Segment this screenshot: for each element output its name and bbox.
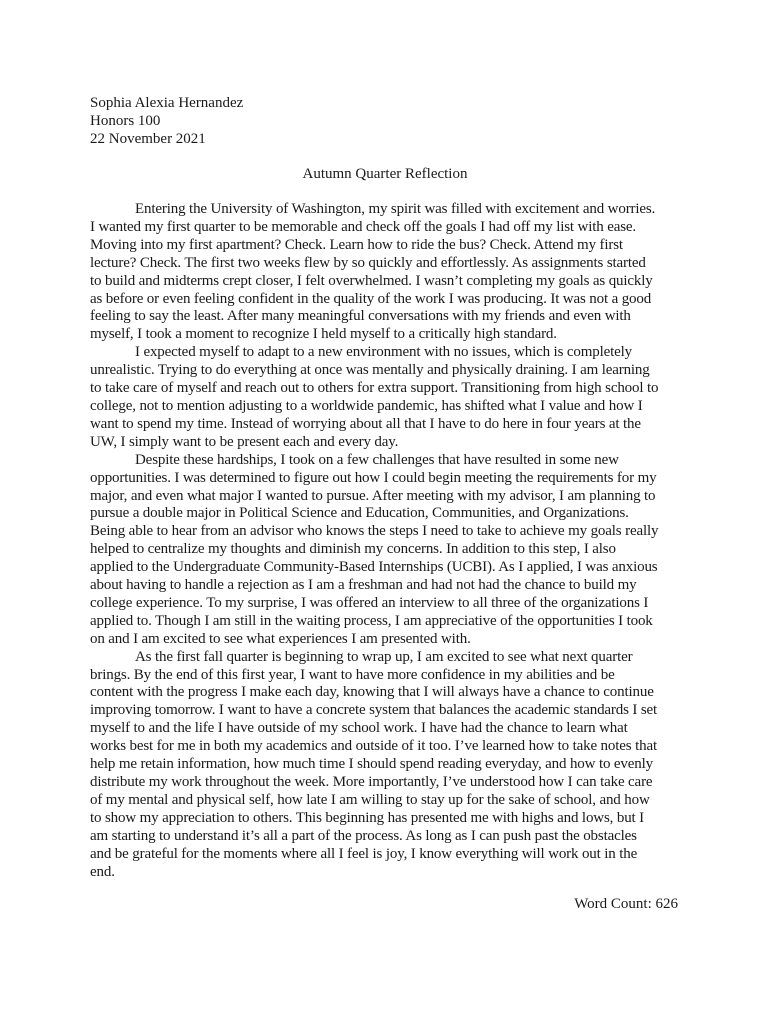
paragraph-line: pursue a double major in Political Science and Education, Communities, and Organizations. bbox=[90, 505, 629, 522]
paragraph-line: content with the progress I make each day, knowing that I will always have a chance to continue bbox=[90, 684, 654, 701]
paragraph-line: to take care of myself and reach out to others for extra support. Transitioning from high school to bbox=[90, 380, 659, 397]
paragraph-line: feeling to say the least. After many meaningful conversations with my friends and even with bbox=[90, 308, 631, 325]
author-name: Sophia Alexia Hernandez bbox=[90, 95, 244, 111]
paragraph-line: applied to the Undergraduate Community-Based Internships (UCBI). As I applied, I was anxious bbox=[90, 559, 658, 576]
paragraph-line: opportunities. I was determined to figure out how I could begin meeting the requirements for my bbox=[90, 469, 657, 486]
paragraph-line: want to spend my time. Instead of worrying about all that I have to do here in four years at the bbox=[90, 415, 641, 432]
paragraph-line: Entering the University of Washington, my spirit was filled with excitement and worries. bbox=[135, 201, 656, 217]
paragraph-line: As the first fall quarter is beginning to wrap up, I am excited to see what next quarter bbox=[135, 648, 633, 665]
paragraph-line: Despite these hardships, I took on a few challenges that have resulted in some new bbox=[135, 451, 619, 468]
paragraph-line: to show my appreciation to others. This beginning has presented me with highs and lows, but I bbox=[90, 809, 645, 826]
paragraph-4 bbox=[90, 649, 680, 882]
paragraph-line: college, not to mention adjusting to a worldwide pandemic, has shifted what I value and how I bbox=[90, 397, 643, 414]
paragraph-line: brings. By the end of this first year, I want to have more confidence in my abilities and be bbox=[90, 666, 615, 683]
document-page bbox=[90, 94, 680, 881]
paragraph-line: and be grateful for the moments where all I feel is joy, I know everything will work out in the bbox=[90, 845, 638, 862]
paragraph-line: I expected myself to adapt to a new environment with no issues, which is completely bbox=[135, 344, 633, 361]
essay-body bbox=[90, 201, 680, 881]
paragraph-line: applied to. Though I am still in the waiting process, I am appreciative of the opportunities I took bbox=[90, 612, 653, 629]
paragraph-line: lecture? Check. The first two weeks flew by so quickly and effortlessly. As assignments started bbox=[90, 254, 646, 271]
paragraph-line: am starting to understand it’s all a part of the process. As long as I can push past the obstacles bbox=[90, 827, 637, 844]
paragraph-line: Moving into my first apartment? Check. Learn how to ride the bus? Check. Attend my first bbox=[90, 236, 623, 253]
paragraph-line: myself to and the life I have outside of my school work. I have had the chance to learn what bbox=[90, 720, 628, 737]
paragraph-line: helped to centralize my thoughts and diminish my concerns. In addition to this step, I also bbox=[90, 541, 616, 558]
paragraph-line: to build and midterms crept closer, I felt overwhelmed. I wasn’t completing my goals as quickly bbox=[90, 272, 653, 289]
paragraph-line: I wanted my first quarter to be memorable and check off the goals I had off my list with ease. bbox=[90, 218, 637, 235]
paragraph-line: college experience. To my surprise, I was offered an interview to all three of the organizations I bbox=[90, 594, 649, 611]
word-count: Word Count: 626 bbox=[574, 896, 678, 912]
paragraph-line: myself, I took a moment to recognize I held myself to a critically high standard. bbox=[90, 326, 557, 343]
paragraph-line: as before or even feeling confident in the quality of the work I was producing. It was not a good bbox=[90, 290, 652, 307]
paragraph-3 bbox=[90, 452, 680, 649]
paragraph-line: on and I am excited to see what experiences I am presented with. bbox=[90, 630, 471, 647]
paragraph-line: major, and even what major I wanted to pursue. After meeting with my advisor, I am planning to bbox=[90, 487, 656, 504]
paragraph-line: Being able to hear from an advisor who knows the steps I need to take to achieve my goals really bbox=[90, 523, 659, 540]
paragraph-line: UW, I simply want to be present each and every day. bbox=[90, 433, 399, 450]
paragraph-line: end. bbox=[90, 863, 115, 880]
paragraph-line: distribute my work throughout the week. More importantly, I’ve understood how I can take care bbox=[90, 774, 653, 790]
course-name: Honors 100 bbox=[90, 113, 161, 129]
paragraph-line: help me retain information, how much time I should spend reading everyday, and how to evenly bbox=[90, 756, 653, 773]
paragraph-line: improving tomorrow. I want to have a concrete system that balances the academic standards I set bbox=[90, 702, 658, 719]
paragraph-line: unrealistic. Trying to do everything at once was mentally and physically draining. I am learning bbox=[90, 362, 650, 379]
paragraph-line: about having to handle a rejection as I am a freshman and had not had the chance to build my bbox=[90, 577, 637, 594]
document-title: Autumn Quarter Reflection bbox=[302, 166, 468, 182]
paragraph-2 bbox=[90, 344, 680, 451]
document-date: 22 November 2021 bbox=[90, 131, 206, 147]
paragraph-line: of my mental and physical self, how late I am willing to stay up for the sake of school, and how bbox=[90, 791, 650, 808]
paragraph-1 bbox=[90, 201, 680, 344]
paragraph-line: works best for me in both my academics and outside of it too. I’ve learned how to take notes that bbox=[90, 738, 657, 755]
